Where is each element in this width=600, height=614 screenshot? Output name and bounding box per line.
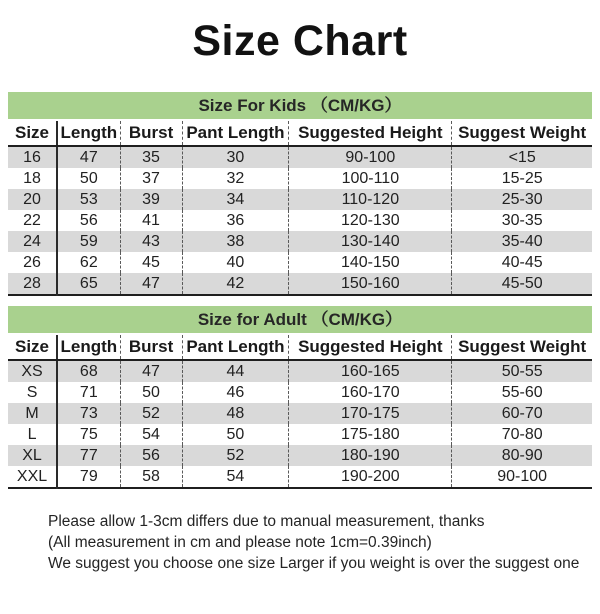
- note-line: We suggest you choose one size Larger if you weight is over the suggest one: [48, 555, 580, 572]
- table-cell: 53: [57, 189, 120, 210]
- table-cell: 22: [23, 211, 41, 229]
- column-header: Pant Length: [182, 121, 289, 146]
- table-cell: S: [26, 383, 38, 401]
- kids-size-table: [8, 121, 592, 296]
- table-cell: 30-35: [452, 210, 592, 231]
- table-cell: 46: [182, 382, 289, 403]
- table-cell: 47: [120, 360, 182, 382]
- table-cell: 190-200: [289, 466, 452, 488]
- table-cell: 58: [120, 466, 182, 488]
- adult-size-table: [8, 335, 592, 489]
- column-header: Size: [8, 335, 57, 360]
- adult-section-header: Size for Adult （CM/KG）: [8, 306, 592, 333]
- table-cell: 56: [57, 210, 120, 231]
- table-cell: 16: [23, 148, 41, 166]
- table-cell: 39: [120, 189, 182, 210]
- table-cell: 38: [182, 231, 289, 252]
- table-cell: 26: [23, 253, 41, 271]
- table-cell: 50: [182, 424, 289, 445]
- table-cell: 35-40: [452, 231, 592, 252]
- table-row: [8, 252, 592, 273]
- table-row: [8, 146, 592, 168]
- table-cell: 28: [23, 274, 41, 292]
- table-cell: 90-100: [452, 466, 592, 488]
- table-cell: 55-60: [452, 382, 592, 403]
- column-header: Size: [8, 121, 57, 146]
- table-cell: 25-30: [452, 189, 592, 210]
- table-row: [8, 273, 592, 295]
- table-cell: 77: [57, 445, 120, 466]
- note-line: Please allow 1-3cm differs due to manual measurement, thanks: [48, 513, 485, 530]
- table-cell: 35: [120, 146, 182, 168]
- table-cell: 45: [120, 252, 182, 273]
- table-row: [8, 360, 592, 382]
- table-cell: 48: [182, 403, 289, 424]
- measurement-notes: [8, 513, 592, 572]
- table-cell: 73: [57, 403, 120, 424]
- column-header: Burst: [120, 335, 182, 360]
- column-header: Length: [57, 121, 120, 146]
- table-cell: 50: [120, 382, 182, 403]
- table-row: [8, 466, 592, 488]
- table-row: [8, 231, 592, 252]
- table-cell: <15: [452, 146, 592, 168]
- table-cell: 32: [182, 168, 289, 189]
- table-cell: 54: [182, 466, 289, 488]
- table-cell: 47: [57, 146, 120, 168]
- table-cell: 170-175: [289, 403, 452, 424]
- table-cell: 50-55: [452, 360, 592, 382]
- table-cell: M: [25, 404, 39, 422]
- table-cell: 44: [182, 360, 289, 382]
- column-header: Suggest Weight: [452, 335, 592, 360]
- table-cell: 52: [182, 445, 289, 466]
- table-cell: 37: [120, 168, 182, 189]
- kids-section-header: Size For Kids （CM/KG）: [8, 92, 592, 119]
- table-cell: 47: [120, 273, 182, 295]
- table-cell: L: [27, 425, 37, 443]
- table-cell: 130-140: [289, 231, 452, 252]
- table-row: [8, 424, 592, 445]
- table-cell: 42: [182, 273, 289, 295]
- adult-table-body: [8, 360, 592, 488]
- note-line: (All measurement in cm and please note 1cm=0.39inch): [48, 534, 432, 551]
- table-cell: 54: [120, 424, 182, 445]
- table-cell: 30: [182, 146, 289, 168]
- table-row: [8, 210, 592, 231]
- table-cell: 15-25: [452, 168, 592, 189]
- table-cell: XS: [21, 362, 43, 380]
- column-header: Suggest Weight: [452, 121, 592, 146]
- table-cell: 59: [57, 231, 120, 252]
- table-cell: 41: [120, 210, 182, 231]
- adult-header-row: [8, 335, 592, 360]
- table-cell: 140-150: [289, 252, 452, 273]
- table-cell: 110-120: [289, 189, 452, 210]
- page-title: Size Chart: [192, 17, 408, 65]
- table-row: [8, 189, 592, 210]
- table-row: [8, 445, 592, 466]
- column-header: Length: [57, 335, 120, 360]
- table-cell: 160-170: [289, 382, 452, 403]
- table-cell: 45-50: [452, 273, 592, 295]
- table-row: [8, 403, 592, 424]
- table-cell: 71: [57, 382, 120, 403]
- table-cell: 18: [23, 169, 41, 187]
- table-cell: 79: [57, 466, 120, 488]
- table-cell: 75: [57, 424, 120, 445]
- table-cell: 40-45: [452, 252, 592, 273]
- kids-header-row: [8, 121, 592, 146]
- table-cell: 24: [23, 232, 41, 250]
- table-cell: 50: [57, 168, 120, 189]
- table-cell: 65: [57, 273, 120, 295]
- kids-table-body: [8, 146, 592, 295]
- table-cell: 175-180: [289, 424, 452, 445]
- table-cell: 120-130: [289, 210, 452, 231]
- table-cell: 150-160: [289, 273, 452, 295]
- table-cell: 62: [57, 252, 120, 273]
- table-cell: 180-190: [289, 445, 452, 466]
- column-header: Suggested Height: [289, 335, 452, 360]
- table-row: [8, 382, 592, 403]
- table-cell: 40: [182, 252, 289, 273]
- column-header: Suggested Height: [289, 121, 452, 146]
- table-cell: XXL: [16, 467, 48, 485]
- table-cell: 56: [120, 445, 182, 466]
- table-cell: 160-165: [289, 360, 452, 382]
- table-cell: 68: [57, 360, 120, 382]
- table-cell: 90-100: [289, 146, 452, 168]
- table-cell: 52: [120, 403, 182, 424]
- table-row: [8, 168, 592, 189]
- table-cell: 80-90: [452, 445, 592, 466]
- table-cell: XL: [22, 446, 42, 464]
- table-cell: 20: [23, 190, 41, 208]
- table-cell: 60-70: [452, 403, 592, 424]
- table-cell: 70-80: [452, 424, 592, 445]
- table-cell: 43: [120, 231, 182, 252]
- column-header: Pant Length: [182, 335, 289, 360]
- table-cell: 100-110: [289, 168, 452, 189]
- table-cell: 36: [182, 210, 289, 231]
- table-cell: 34: [182, 189, 289, 210]
- column-header: Burst: [120, 121, 182, 146]
